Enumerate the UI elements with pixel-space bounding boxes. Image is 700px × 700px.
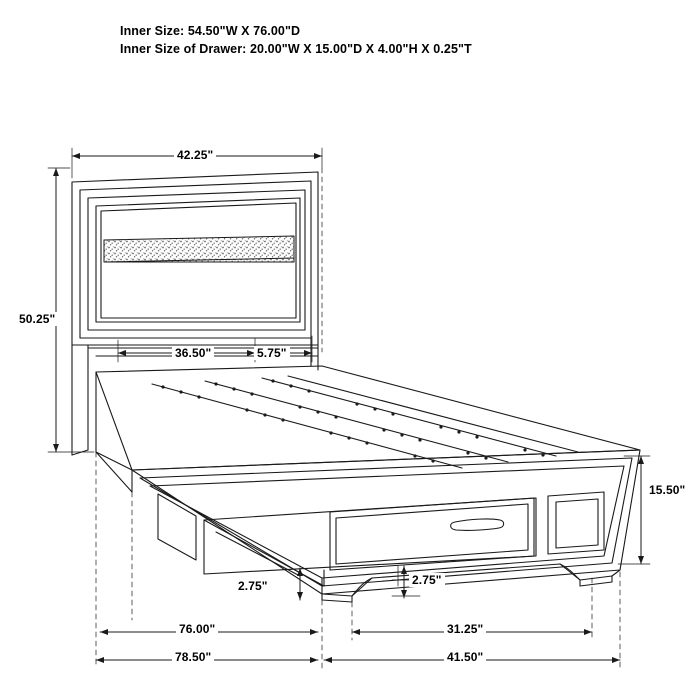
dim-overall-height: 50.25" [16,312,58,326]
dim-footboard-height: 15.50" [646,483,688,497]
inner-size-line-1: Inner Size: 54.50"W X 76.00"D [120,24,301,38]
dim-headboard-panel-width: 36.50" [172,346,214,360]
dim-drawer-front-width: 31.25" [444,622,486,636]
inner-size-line-2: Inner Size of Drawer: 20.00"W X 15.00"D X 4.00"H X 0.25"T [120,42,472,56]
dim-footrail-clearance-right: 2.75" [409,573,445,587]
dim-side-rail-length: 76.00" [176,622,218,636]
dim-overall-length: 78.50" [172,650,214,664]
dim-headboard-panel-right: 5.75" [254,346,290,360]
dim-footboard-depth: 41.50" [444,650,486,664]
dim-footrail-clearance-left: 2.75" [235,579,271,593]
dim-headboard-width: 42.25" [174,148,216,162]
